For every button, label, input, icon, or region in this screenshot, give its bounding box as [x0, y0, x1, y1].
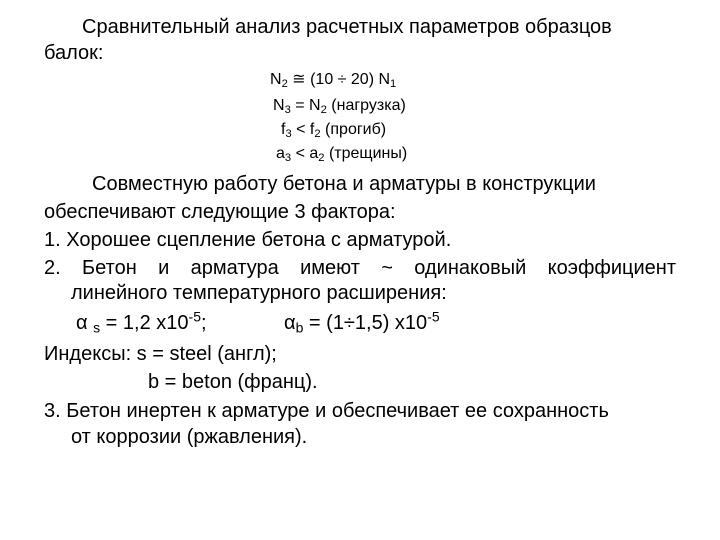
title-line-1: Сравнительный анализ расчетных параметров образцов: [82, 16, 612, 38]
list-item-3-line-2: от коррозии (ржавления).: [71, 426, 308, 448]
title-line-2: балок:: [44, 42, 104, 64]
indexes-line-2: b = beton (франц).: [148, 371, 318, 393]
alpha-s-formula: α $_s$ = 1,2 $x10^{-5}$;: [76, 308, 207, 336]
list-item-2-line-1: 2. Бетон и арматура имеют ~ одинаковый коэффициент: [44, 257, 676, 279]
list-item-2-line-2: линейного температурного расширения:: [71, 282, 447, 304]
alpha-b-formula: $\alpha_b = (1\div 1,5)$ $x10^{-5}$: [284, 308, 440, 336]
list-item-3-line-1: 3. Бетон инертен к арматуре и обеспечивает ее сохранность: [44, 400, 609, 422]
formula-f3: $f_3 < f_2$ (прогиб): [281, 121, 387, 140]
list-item-1: 1. Хорошее сцепление бетона с арматурой.: [44, 229, 452, 251]
formula-a3: $a_3 < a_2$ (трещины): [276, 145, 408, 164]
formula-n2: $N_2$ ≅ (10 ÷ 20) $N_1$: [270, 71, 397, 90]
formula-n3: $N_3 = N_2$ (нагрузка): [273, 97, 406, 116]
paragraph-line-1: Совместную работу бетона и арматуры в конструкции: [92, 173, 596, 195]
paragraph-line-2: обеспечивают следующие 3 фактора:: [44, 201, 396, 223]
indexes-line-1: Индексы: s = steel (англ);: [44, 343, 277, 365]
